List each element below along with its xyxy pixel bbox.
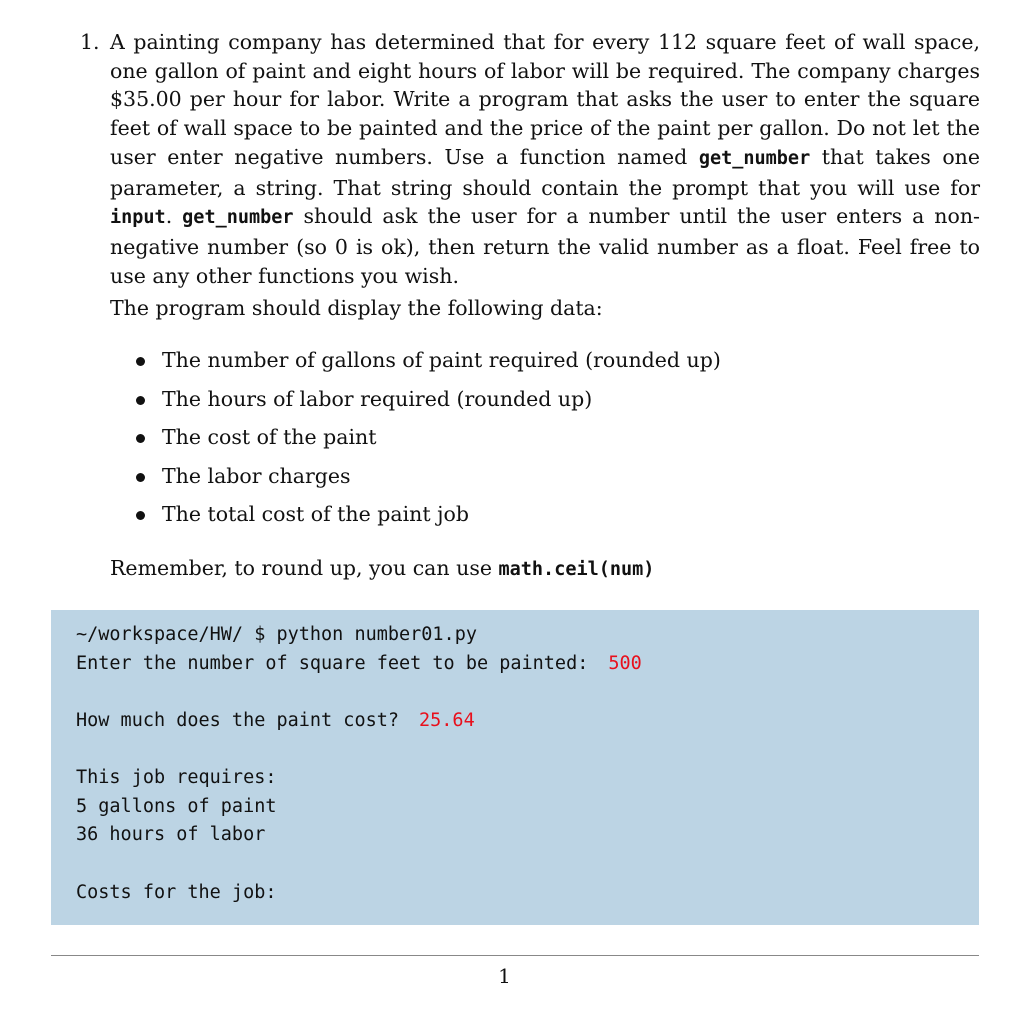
list-item: The labor charges bbox=[136, 462, 721, 501]
list-item: The number of gallons of paint required (rounded up) bbox=[136, 346, 721, 385]
list-item: The hours of labor required (rounded up) bbox=[136, 385, 721, 424]
prompt-paint-cost: How much does the paint cost? 25.64 bbox=[76, 710, 475, 731]
bullet-icon bbox=[136, 357, 145, 366]
bullet-icon bbox=[136, 434, 145, 443]
bullet-icon bbox=[136, 396, 145, 405]
list-item: The cost of the paint bbox=[136, 423, 721, 462]
code-get-number: get_number bbox=[182, 207, 294, 229]
footer-divider bbox=[51, 955, 979, 956]
terminal-command: ~/workspace/HW/ $ python number01.py bbox=[76, 624, 477, 645]
costs-label: Costs for the job: bbox=[76, 882, 277, 903]
list-item: The total cost of the paint job bbox=[136, 500, 721, 539]
code-get-number: get_number bbox=[698, 147, 811, 169]
code-input: input bbox=[110, 207, 166, 229]
output-list bbox=[136, 346, 721, 539]
input-square-feet: 500 bbox=[608, 653, 642, 674]
display-intro: The program should display the following data: bbox=[110, 296, 603, 320]
code-math-ceil: math.ceil(num) bbox=[498, 559, 655, 580]
input-paint-cost: 25.64 bbox=[419, 710, 475, 731]
page-number: 1 bbox=[498, 964, 511, 988]
gallons-line: 5 gallons of paint bbox=[76, 796, 277, 817]
remember-note: Remember, to round up, you can use math.ceil(num) bbox=[110, 556, 655, 580]
prompt-square-feet: Enter the number of square feet to be painted: 500 bbox=[76, 653, 642, 674]
bullet-icon bbox=[136, 473, 145, 482]
bullet-icon bbox=[136, 511, 145, 520]
requires-label: This job requires: bbox=[76, 767, 277, 788]
hours-line: 36 hours of labor bbox=[76, 824, 266, 845]
problem-number: 1. bbox=[80, 30, 100, 54]
problem-intro: A painting company has determined that for every 112 square feet of wall space, one gallon of paint and eight hours of labor will be required. The company charges $35.00 per hour for labor. Write a program that asks the user to enter the square feet of wall space to be painted and the price of the paint per gallon. Do not let the user enter negative numbers. Use a function named get_number that takes one parameter, a string. That string should contain the prompt that you will use for input. get_number should ask the user for a number until the user enters a non-negative number (so 0 is ok), then return the valid number as a float. Feel free to use any other functions you wish. bbox=[110, 30, 980, 288]
